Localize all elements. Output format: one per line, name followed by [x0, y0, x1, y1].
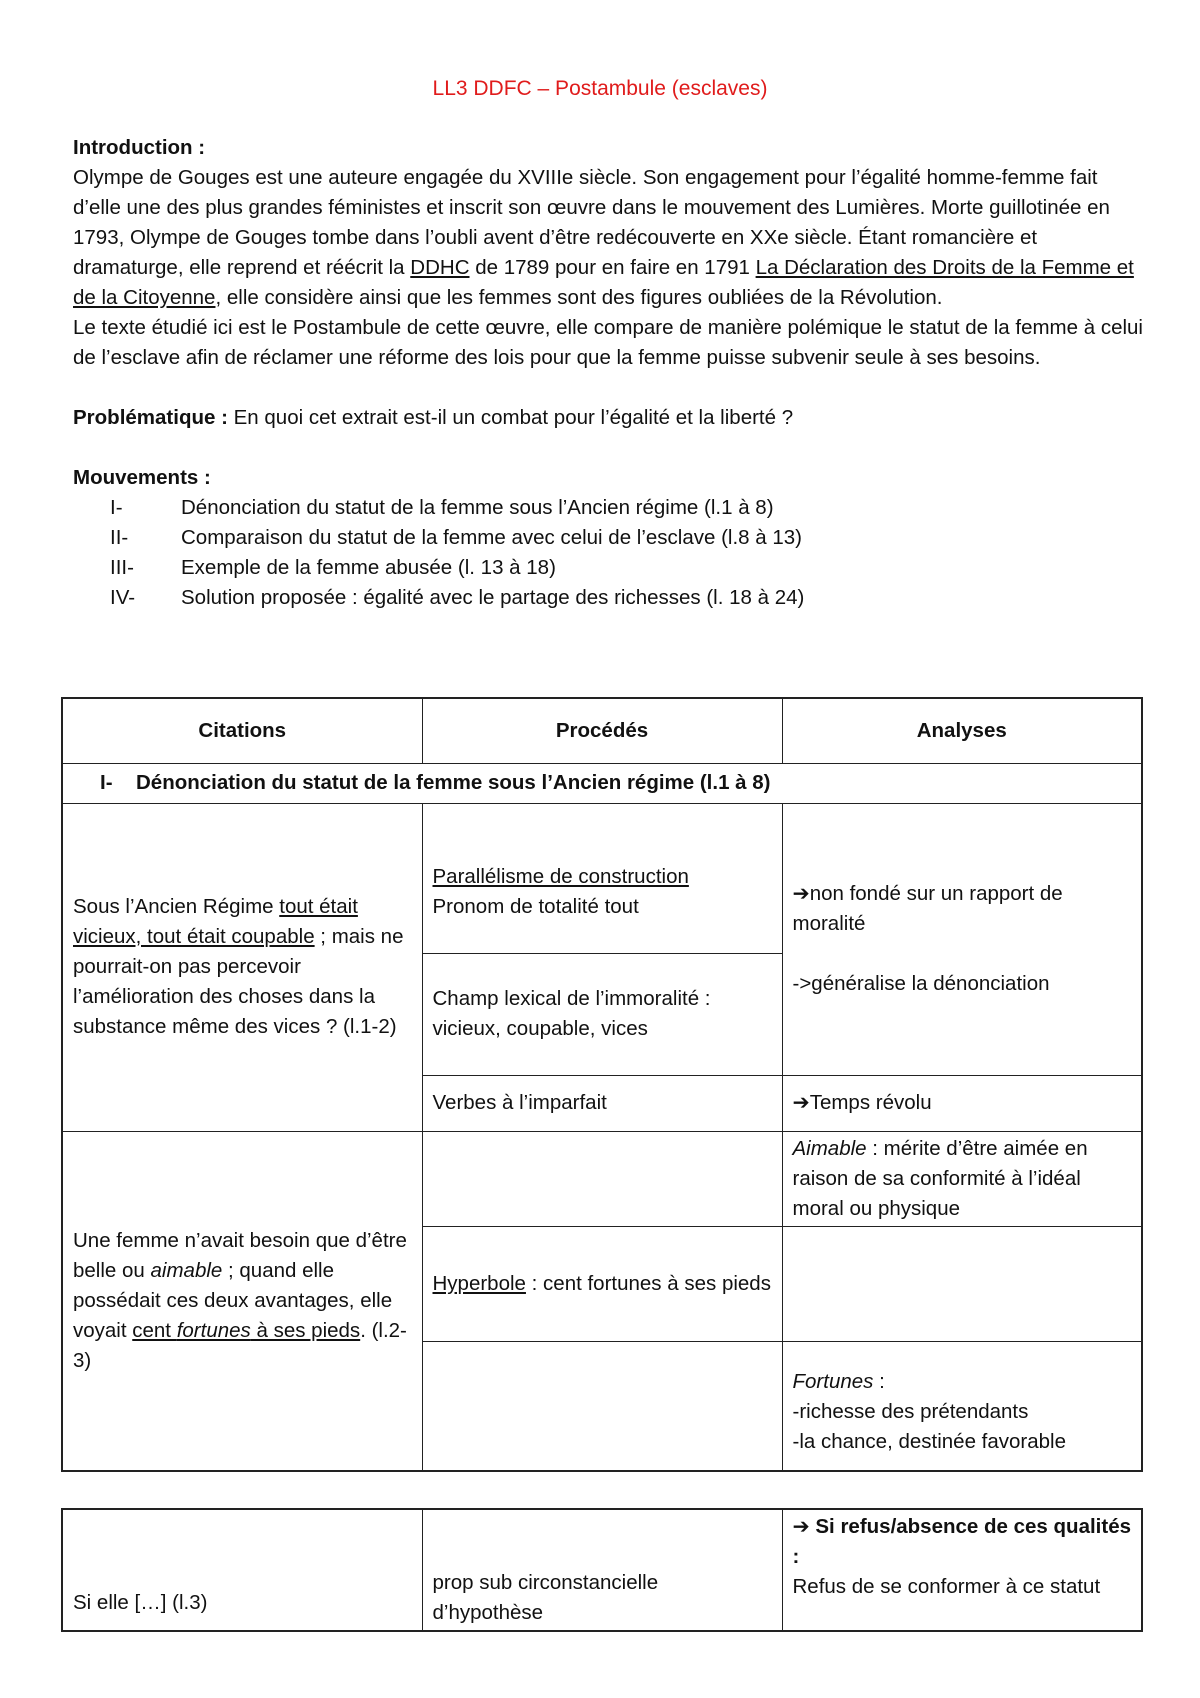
right-arrow-icon: ➔	[792, 1515, 816, 1538]
analyse-cell	[782, 1226, 1142, 1341]
citation-cell: Sous l’Ancien Régime tout était vicieux, tout était coupable ; mais ne pourrait-on pas percevoir l’amélioration des choses dans la substance même des vices ? (l.1-2)	[62, 803, 422, 1131]
analysis-table-continued	[61, 1508, 1143, 1632]
table-header-row	[62, 698, 1142, 763]
intro-paragraph-1: Olympe de Gouges est une auteure engagée du XVIIIe siècle. Son engagement pour l’égalité homme-femme fait d’elle une des plus grandes féministes et inscrit son œuvre dans le mouvement des Lumières. Morte guillotinée en 1793, Olympe de Gouges tombe dans l’oubli avent d’être redécouverte en XXe siècle. Étant romancière et dramaturge, elle reprend et réécrit la DDHC de 1789 pour en faire en 1791 La Déclaration des Droits de la Femme et de la Citoyenne, elle considère ainsi que les femmes sont des figures oubliées de la Révolution.	[73, 166, 1134, 309]
problematique: Problématique : En quoi cet extrait est-il un combat pour l’égalité et la liberté ?	[73, 406, 794, 429]
analyse-cell: Aimable : mérite d’être aimée en raison de sa conformité à l’idéal moral ou physique	[782, 1131, 1142, 1226]
analyse-cell: ➔Temps révolu	[782, 1075, 1142, 1131]
mouvements-label: Mouvements :	[73, 466, 211, 489]
section-row: I- Dénonciation du statut de la femme sous l’Ancien régime (l.1 à 8)	[62, 763, 1142, 803]
list-item: I- Dénonciation du statut de la femme sous l’Ancien régime (l.1 à 8)	[110, 496, 774, 519]
procede-cell	[422, 1131, 782, 1226]
procede-cell: Verbes à l’imparfait	[422, 1075, 782, 1131]
analysis-table	[61, 697, 1143, 1472]
table-row	[62, 1509, 1142, 1631]
page-title: LL3 DDFC – Postambule (esclaves)	[432, 77, 768, 100]
table-row	[62, 803, 1142, 953]
list-item: IV- Solution proposée : égalité avec le partage des richesses (l. 18 à 24)	[110, 586, 805, 609]
procede-cell: prop sub circonstancielle d’hypothèse	[422, 1509, 782, 1631]
right-arrow-icon: ➔	[792, 882, 810, 905]
work-title: La Déclaration des Droits de la Femme et de la Citoyenne	[73, 256, 1134, 309]
intro-label: Introduction :	[73, 136, 206, 159]
right-arrow-icon: ➔	[792, 1091, 810, 1114]
header-analyses: Analyses	[782, 698, 1142, 763]
intro-section	[73, 133, 1143, 613]
citation-cell: Une femme n’avait besoin que d’être belle ou aimable ; quand elle possédait ces deux avantages, elle voyait cent fortunes à ses pieds. (l.2-3)	[62, 1131, 422, 1471]
list-item: II- Comparaison du statut de la femme avec celui de l’esclave (l.8 à 13)	[110, 526, 803, 549]
list-item: III- Exemple de la femme abusée (l. 13 à 18)	[110, 556, 556, 579]
ddhc-reference: DDHC	[410, 256, 470, 279]
table-row	[62, 1131, 1142, 1226]
intro-paragraph-2: Le texte étudié ici est le Postambule de cette œuvre, elle compare de manière polémique le statut de la femme à celui de l’esclave afin de réclamer une réforme des lois pour que la femme puisse subvenir seule à ses besoins.	[73, 316, 1143, 369]
header-procedes: Procédés	[422, 698, 782, 763]
procede-cell	[422, 1341, 782, 1471]
analyse-cell: ➔ Si refus/absence de ces qualités : Refus de se conformer à ce statut	[782, 1509, 1142, 1631]
analyse-cell: Fortunes : -richesse des prétendants -la chance, destinée favorable	[782, 1341, 1142, 1471]
citation-cell: Si elle […] (l.3)	[62, 1509, 422, 1631]
procede-cell: Hyperbole : cent fortunes à ses pieds	[422, 1226, 782, 1341]
procede-cell: Parallélisme de construction Pronom de totalité tout	[422, 803, 782, 953]
analyse-cell: ➔non fondé sur un rapport de moralité ->généralise la dénonciation	[782, 803, 1142, 1075]
header-citations: Citations	[62, 698, 422, 763]
procede-cell: Champ lexical de l’immoralité : vicieux, coupable, vices	[422, 953, 782, 1075]
